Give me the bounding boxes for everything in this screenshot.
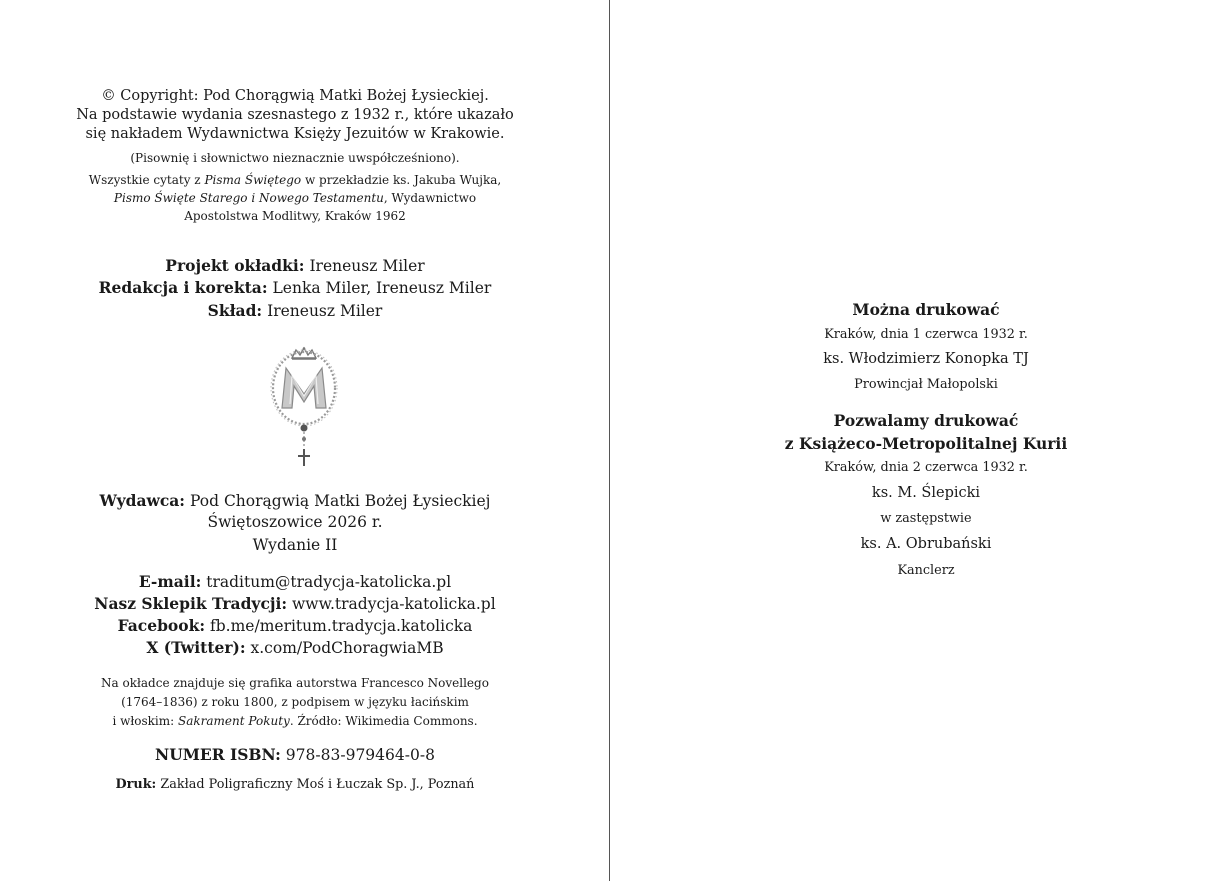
marian-monogram-rosary-icon xyxy=(268,346,340,468)
isbn-label: NUMER ISBN: xyxy=(155,745,281,764)
editing-line xyxy=(0,278,590,297)
publisher-value: Pod Chorągwią Matki Bożej Łysieckiej xyxy=(189,492,491,510)
typesetting-line xyxy=(0,301,590,320)
shop-label: Nasz Sklepik Tradycji: xyxy=(94,594,288,613)
cover-note-line-1: Na okładce znajduje się grafika autorstwa Francesco Novellego xyxy=(101,676,489,690)
shop-link[interactable]: www.tradycja-katolicka.pl xyxy=(292,595,496,613)
imprimatur-1-role: Prowincjał Małopolski xyxy=(854,377,998,392)
right-page xyxy=(611,0,1219,881)
facebook-line xyxy=(0,616,590,635)
quotes-text-d: , Wydawnictwo xyxy=(383,191,477,205)
left-page xyxy=(0,0,609,881)
imprimatur-2-date: Kraków, dnia 2 czerwca 1932 r. xyxy=(824,460,1028,475)
email-link[interactable]: traditum@tradycja-katolicka.pl xyxy=(206,573,452,591)
quotes-text-a: Wszystkie cytaty z xyxy=(88,173,201,187)
spelling-note: (Pisownię i słownictwo nieznacznie uwspółcześniono). xyxy=(130,151,460,165)
print-line xyxy=(0,777,590,792)
cover-note-line-2: (1764–1836) z roku 1800, z podpisem w języku łacińskim xyxy=(121,695,469,709)
imprimatur-2-title-1-text: Pozwalamy drukować xyxy=(833,411,1019,430)
artwork-title: Sakrament Pokuty xyxy=(178,714,290,728)
isbn-line xyxy=(0,745,590,764)
typesetting-value: Ireneusz Miler xyxy=(267,302,383,320)
quotes-text-c: w przekładzie ks. Jakuba Wujka, xyxy=(304,173,502,187)
imprimatur-1-date: Kraków, dnia 1 czerwca 1932 r. xyxy=(824,327,1028,342)
typesetting-label: Skład: xyxy=(207,301,263,320)
imprimatur-2-role: Kanclerz xyxy=(897,563,955,578)
twitter-line xyxy=(0,638,590,657)
editing-label: Redakcja i korekta: xyxy=(98,278,268,297)
basis-line-1: Na podstawie wydania szesnastego z 1932 r., które ukazało xyxy=(76,107,514,123)
imprimatur-1-name: ks. Włodzimierz Konopka TJ xyxy=(823,351,1029,367)
cover-design-label: Projekt okładki: xyxy=(165,256,305,275)
publisher-line xyxy=(0,491,590,510)
imprimatur-1-title xyxy=(611,300,1219,319)
editing-value: Lenka Miler, Ireneusz Miler xyxy=(272,279,492,297)
facebook-label: Facebook: xyxy=(117,616,206,635)
quotes-source-title: Pisma Świętego xyxy=(204,173,302,187)
cover-design-line xyxy=(0,256,590,275)
email-label: E-mail: xyxy=(138,572,202,591)
isbn-value: 978-83-979464-0-8 xyxy=(285,746,435,764)
imprimatur-2-name: ks. M. Ślepicki xyxy=(871,485,981,501)
page-divider xyxy=(609,0,610,881)
quotes-line-1 xyxy=(0,173,590,187)
cover-note-text-c: . Źródło: Wikimedia Commons. xyxy=(289,714,478,728)
imprimatur-2-name2: ks. A. Obrubański xyxy=(860,536,992,552)
imprimatur-2-title-2 xyxy=(611,434,1219,453)
quotes-line-3: Apostolstwa Modlitwy, Kraków 1962 xyxy=(184,209,406,223)
shop-line xyxy=(0,594,590,613)
cover-note-line-3 xyxy=(0,714,590,728)
imprimatur-1-title-text: Można drukować xyxy=(852,300,1000,319)
cover-note-text-a: i włoskim: xyxy=(112,714,175,728)
imprimatur-2-title-1 xyxy=(611,411,1219,430)
bible-title: Pismo Święte Starego i Nowego Testamentu xyxy=(113,191,384,205)
print-value: Zakład Poligraficzny Moś i Łuczak Sp. J., Poznań xyxy=(160,777,475,792)
print-label: Druk: xyxy=(115,777,157,792)
imprimatur-2-substitute: w zastępstwie xyxy=(880,511,972,526)
edition-line: Wydanie II xyxy=(252,536,338,554)
facebook-link[interactable]: fb.me/meritum.tradycja.katolicka xyxy=(210,617,473,635)
twitter-label: X (Twitter): xyxy=(146,638,246,657)
email-line xyxy=(0,572,590,591)
copyright-line: © Copyright: Pod Chorągwią Matki Bożej Łysieckiej. xyxy=(101,88,489,104)
basis-line-2: się nakładem Wydawnictwa Księży Jezuitów w Krakowie. xyxy=(85,126,505,142)
place-year-line: Świętoszowice 2026 r. xyxy=(207,513,383,531)
quotes-line-2 xyxy=(0,191,590,205)
publisher-label: Wydawca: xyxy=(99,491,186,510)
imprimatur-2-title-2-text: z Książeco-Metropolitalnej Kurii xyxy=(784,434,1068,453)
cover-design-value: Ireneusz Miler xyxy=(309,257,425,275)
twitter-link[interactable]: x.com/PodChoragwiaMB xyxy=(250,639,444,657)
